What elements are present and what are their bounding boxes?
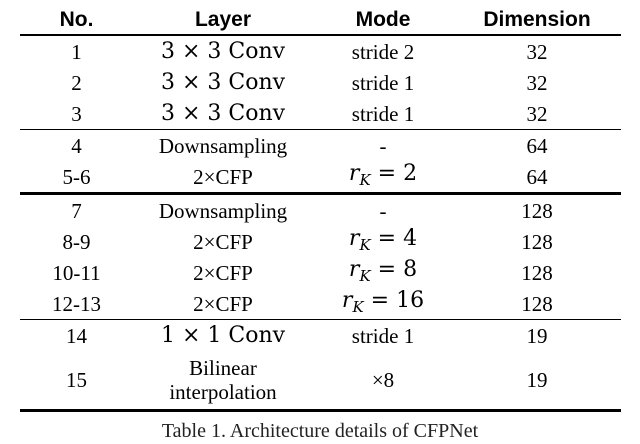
mode-subscript: K [359, 235, 371, 254]
mode-subscript: K [352, 297, 364, 316]
mode-value: = 16 [363, 287, 425, 313]
cell-layer: 3 × 3 Conv [160, 69, 286, 95]
table-caption: Table 1. Architecture details of CFPNet [161, 420, 479, 442]
cell-no: 1 [71, 39, 82, 64]
mode-variable: r [341, 287, 353, 313]
cell-mode: - [313, 194, 453, 227]
cell-no: 2 [71, 70, 82, 95]
table-row [20, 35, 621, 67]
cell-layer [133, 351, 313, 411]
cell-no: 15 [20, 351, 133, 411]
layer-line-1: Bilinear [189, 356, 257, 380]
table-header-row [20, 6, 621, 35]
cell-mode [313, 161, 453, 194]
mode-subscript: K [359, 266, 371, 285]
cell-layer: 2×CFP [193, 291, 253, 316]
table-row [20, 67, 621, 98]
mode-subscript: K [359, 170, 371, 189]
cell-dimension: 32 [526, 70, 548, 95]
cell-layer: 2×CFP [193, 260, 253, 285]
cell-mode: - [313, 130, 453, 162]
table-row [20, 98, 621, 130]
cell-dimension: 128 [521, 260, 553, 285]
cell-layer: 2×CFP [193, 164, 253, 189]
cell-layer: 2×CFP [193, 229, 253, 254]
cell-dimension: 128 [521, 291, 553, 316]
cell-no: 10-11 [52, 260, 101, 285]
table-row [20, 194, 621, 227]
cell-dimension: 32 [526, 39, 548, 64]
header-layer: Layer [133, 6, 313, 35]
table-row [20, 288, 621, 320]
cell-dimension: 32 [526, 101, 548, 126]
header-no: No. [20, 6, 133, 35]
cell-no: 12-13 [52, 291, 101, 316]
table-row [20, 130, 621, 162]
cell-layer: 3 × 3 Conv [160, 38, 286, 64]
cell-mode: stride 1 [351, 101, 415, 126]
cell-layer: Downsampling [133, 194, 313, 227]
cell-mode [313, 257, 453, 288]
table-row [20, 257, 621, 288]
header-mode: Mode [313, 6, 453, 35]
cell-mode [313, 226, 453, 257]
cell-no: 8-9 [62, 229, 91, 254]
cell-mode: ×8 [313, 351, 453, 411]
architecture-table-container [20, 6, 621, 412]
cell-no: 14 [20, 320, 133, 352]
layer-line-2: interpolation [169, 380, 277, 404]
cell-no: 5-6 [62, 164, 91, 189]
mode-variable: r [348, 256, 360, 282]
cell-dimension: 128 [521, 229, 553, 254]
cell-no: 4 [20, 130, 133, 162]
cell-no: 7 [20, 194, 133, 227]
cell-dimension: 128 [453, 194, 621, 227]
table-row [20, 226, 621, 257]
table-row [20, 320, 621, 352]
cell-layer: 1 × 1 Conv [133, 320, 313, 352]
cell-mode: stride 1 [351, 70, 415, 95]
mode-value: = 4 [370, 225, 418, 251]
cell-mode [313, 288, 453, 320]
cell-layer: Downsampling [133, 130, 313, 162]
mode-value: = 2 [370, 160, 418, 186]
mode-value: = 8 [370, 256, 418, 282]
cell-dimension: 64 [453, 130, 621, 162]
table-row [20, 161, 621, 194]
cell-mode: stride 2 [351, 39, 415, 64]
table-row [20, 351, 621, 411]
header-dimension: Dimension [453, 6, 621, 35]
cell-dimension: 19 [453, 320, 621, 352]
cell-no: 3 [71, 101, 82, 126]
cell-dimension: 19 [453, 351, 621, 411]
mode-variable: r [348, 225, 360, 251]
cell-dimension: 64 [526, 164, 548, 189]
cell-layer: 3 × 3 Conv [160, 100, 286, 126]
architecture-table [20, 6, 621, 412]
cell-mode: stride 1 [313, 320, 453, 352]
mode-variable: r [348, 160, 360, 186]
